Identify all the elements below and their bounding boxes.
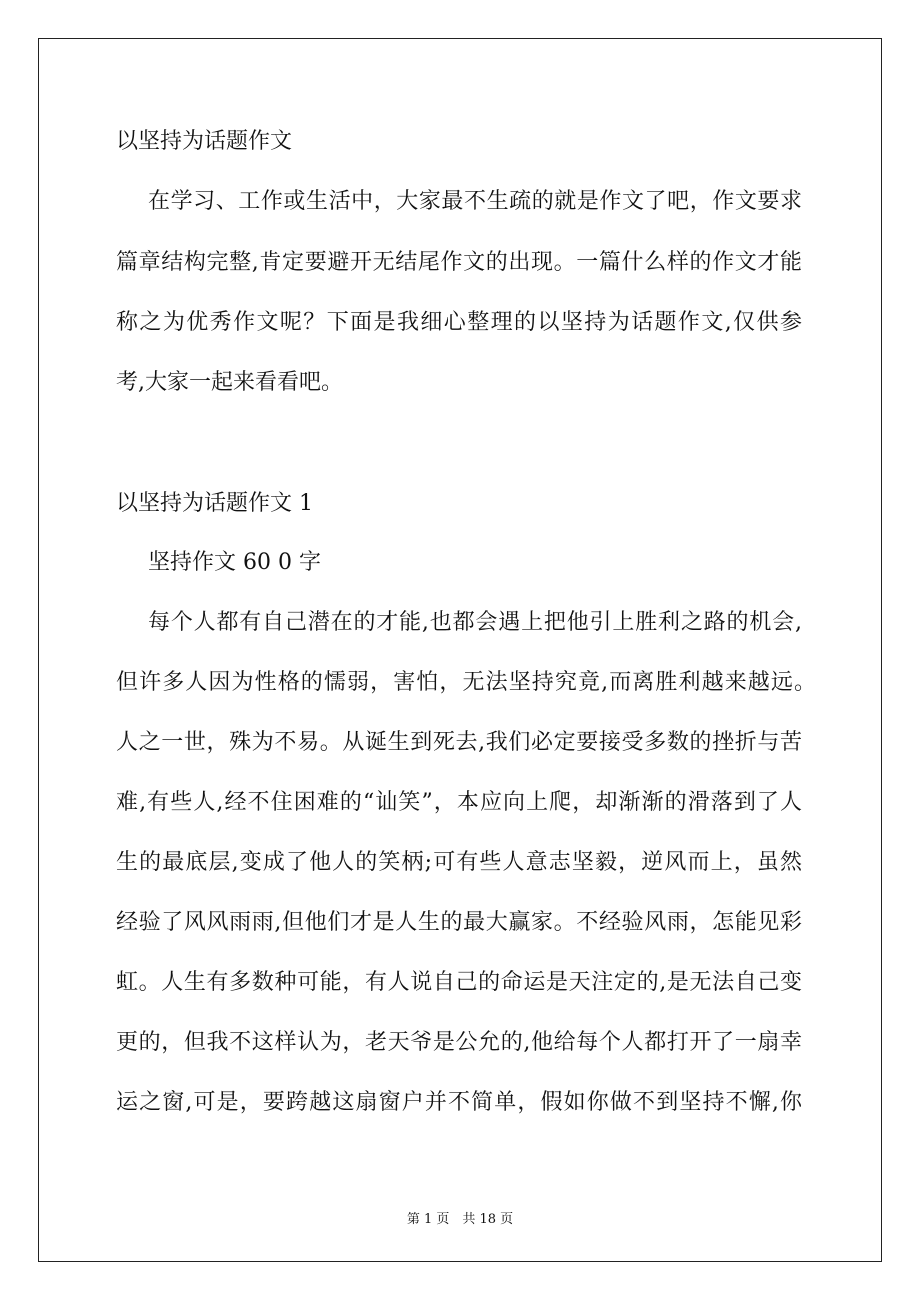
body-line: 人之一世，殊为不易。从诞生到死去,我们必定要接受多数的挫折与苦 [116,730,802,755]
essay-subtitle: 坚持作文 60 0 字 [148,550,321,575]
page-footer: 第 1 页 共 18 页 [406,1212,514,1227]
intro-line: 考,大家一起来看看吧。 [116,370,343,395]
body-line: 更的，但我不这样认为，老天爷是公允的,他给每个人都打开了一扇幸 [116,1030,802,1055]
body-line: 经验了风风雨雨,但他们才是人生的最大赢家。不经验风雨，怎能见彩 [116,910,802,935]
page-border [38,38,882,1262]
section-heading: 以坚持为话题作文 1 [116,491,313,516]
body-line: 每个人都有自己潜在的才能,也都会遇上把他引上胜利之路的机会, [148,610,802,635]
body-line: 运之窗,可是，要跨越这扇窗户并不简单，假如你做不到坚持不懈,你 [116,1090,802,1115]
body-line: 生的最底层,变成了他人的笑柄;可有些人意志坚毅，逆风而上，虽然 [116,850,802,875]
intro-line: 篇章结构完整,肯定要避开无结尾作文的出现。一篇什么样的作文才能 [116,250,802,275]
intro-line: 在学习、工作或生活中，大家最不生疏的就是作文了吧，作文要求 [148,189,802,214]
body-line: 虹。人生有多数种可能，有人说自己的命运是天注定的,是无法自己变 [116,970,802,995]
body-line: 难,有些人,经不住困难的“讪笑”，本应向上爬，却渐渐的滑落到了人 [116,790,802,815]
body-line: 但许多人因为性格的懦弱，害怕，无法坚持究竟,而离胜利越来越远。 [116,670,816,695]
document-title: 以坚持为话题作文 [116,129,293,154]
intro-line: 称之为优秀作文呢？下面是我细心整理的以坚持为话题作文,仅供参 [116,310,802,335]
